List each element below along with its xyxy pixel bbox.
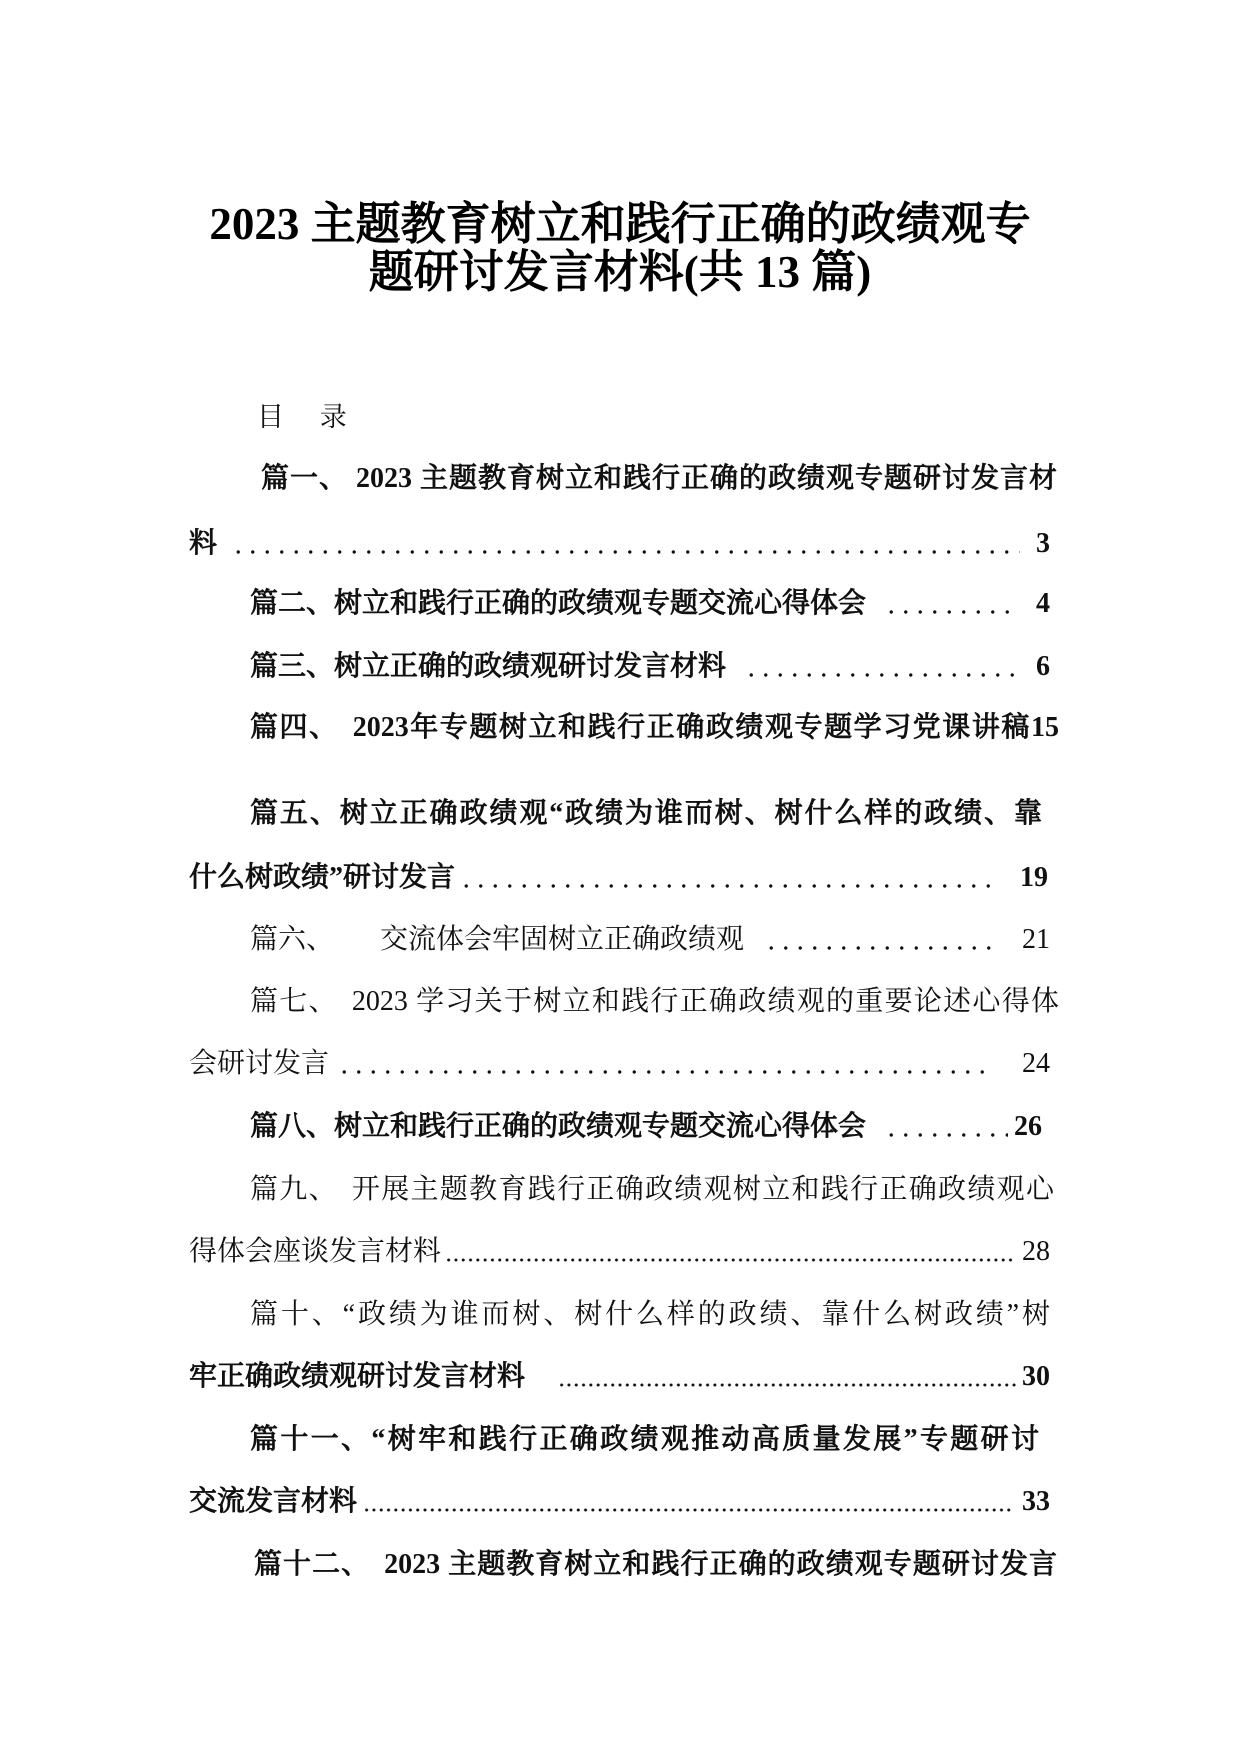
toc-entry-11-line-1 xyxy=(250,1420,1039,1460)
toc-entry-12 xyxy=(254,1545,1057,1585)
toc-entry-title: 2023 主题教育树立和践行正确的政绩观专题研讨发言 xyxy=(384,1549,1057,1580)
page-number: 33 xyxy=(1022,1486,1050,1517)
toc-entry-1-line-1 xyxy=(261,459,1057,499)
page-title-line-2: 题研讨发言材料(共 13 篇) xyxy=(368,247,872,297)
toc-entry-label: 篇四、 xyxy=(250,712,339,743)
dot-leader xyxy=(231,524,1020,564)
page-number: 6 xyxy=(1036,651,1050,682)
toc-entry-10-line-1 xyxy=(250,1295,1050,1335)
page-title xyxy=(0,200,1240,296)
toc-entry-title: 2023 学习关于树立和践行正确政绩观的重要论述心得体 xyxy=(351,986,1059,1017)
toc-entry-title: 树立和践行正确的政绩观专题交流心得体会 xyxy=(334,588,867,619)
toc-entry-title: “树牢和践行正确政绩观推动高质量发展”专题研讨 xyxy=(371,1424,1039,1455)
toc-entry-9-line-1 xyxy=(250,1170,1054,1210)
toc-entry-label: 篇七、 xyxy=(250,986,338,1017)
toc-entry-title: 开展主题教育践行正确政绩观树立和践行正确政绩观心 xyxy=(351,1174,1054,1205)
toc-entry-label: 篇二、 xyxy=(250,588,335,619)
toc-entry-10-line-2 xyxy=(189,1357,1050,1397)
toc-entry-title: 2023 主题教育树立和践行正确的政绩观专题研讨发言材 xyxy=(356,463,1057,494)
toc-entry-6 xyxy=(250,920,1050,960)
toc-entry-title: 会研讨发言 xyxy=(189,1048,330,1079)
page-number: 30 xyxy=(1022,1361,1050,1392)
toc-entry-5-line-2 xyxy=(189,858,1048,898)
toc-entry-label: 篇十二、 xyxy=(254,1549,371,1580)
toc-entry-7-line-1 xyxy=(250,982,1059,1022)
toc-entry-4 xyxy=(250,708,1059,748)
page-number: 21 xyxy=(1022,924,1050,955)
toc-entry-title: 树立正确的政绩观研讨发言材料 xyxy=(334,651,727,682)
toc-entry-2 xyxy=(250,584,1050,624)
toc-entry-title: 得体会座谈发言材料 xyxy=(189,1236,442,1267)
toc-entry-3 xyxy=(250,647,1050,687)
toc-entry-label: 篇三、 xyxy=(250,651,335,682)
toc-entry-8 xyxy=(250,1107,1042,1147)
page-number: 26 xyxy=(1014,1111,1042,1142)
toc-entry-label: 篇九、 xyxy=(250,1174,338,1205)
toc-entry-label: 篇一、 xyxy=(261,463,348,494)
toc-entry-1-line-2 xyxy=(189,524,1050,564)
toc-entry-title: 料 xyxy=(189,528,218,559)
toc-entry-9-line-2 xyxy=(189,1232,1050,1272)
dot-leader xyxy=(459,858,997,898)
toc-entry-title: “政绩为谁而树、树什么样的政绩、靠什么树政绩”树 xyxy=(342,1299,1050,1330)
toc-entry-title: 2023年专题树立和践行正确政绩观专题学习党课讲稿 xyxy=(352,712,1031,743)
toc-entry-title: 树立正确政绩观“政绩为谁而树、树什么样的政绩、靠 xyxy=(339,798,1042,829)
toc-entry-label: 篇十、 xyxy=(250,1299,343,1330)
page-number: 24 xyxy=(1022,1048,1050,1079)
dot-leader xyxy=(558,1357,1016,1397)
toc-entry-label: 篇六、 xyxy=(250,924,335,955)
page-number: 4 xyxy=(1036,588,1050,619)
toc-entry-label: 篇八、 xyxy=(250,1111,335,1142)
dot-leader xyxy=(363,1482,1014,1522)
toc-entry-title: 牢正确政绩观研讨发言材料 xyxy=(189,1361,526,1392)
dot-leader xyxy=(884,584,1020,624)
dot-leader xyxy=(744,647,1020,687)
dot-leader xyxy=(445,1232,1014,1272)
toc-entry-title: 什么树政绩”研讨发言 xyxy=(189,862,456,893)
page-title-line-1: 2023 主题教育树立和践行正确的政绩观专 xyxy=(209,199,1031,249)
toc-entry-11-line-2 xyxy=(189,1482,1050,1522)
toc-heading: 目 录 xyxy=(257,402,347,432)
dot-leader xyxy=(884,1107,1008,1147)
page-number: 28 xyxy=(1022,1236,1050,1267)
dot-leader xyxy=(764,920,992,960)
toc-entry-7-line-2 xyxy=(189,1044,1050,1084)
toc-entry-label: 篇十一、 xyxy=(250,1424,372,1455)
page-number: 19 xyxy=(1020,862,1048,893)
toc-entry-title: 交流体会牢固树立正确政绩观 xyxy=(380,924,745,955)
dot-leader xyxy=(337,1044,992,1084)
toc-entry-title: 交流发言材料 xyxy=(189,1486,358,1517)
toc-entry-5-line-1 xyxy=(250,794,1042,834)
page-number: 3 xyxy=(1036,528,1050,559)
toc-entry-title: 树立和践行正确的政绩观专题交流心得体会 xyxy=(334,1111,867,1142)
page-number: 15 xyxy=(1030,712,1059,743)
toc-entry-label: 篇五、 xyxy=(250,798,340,829)
